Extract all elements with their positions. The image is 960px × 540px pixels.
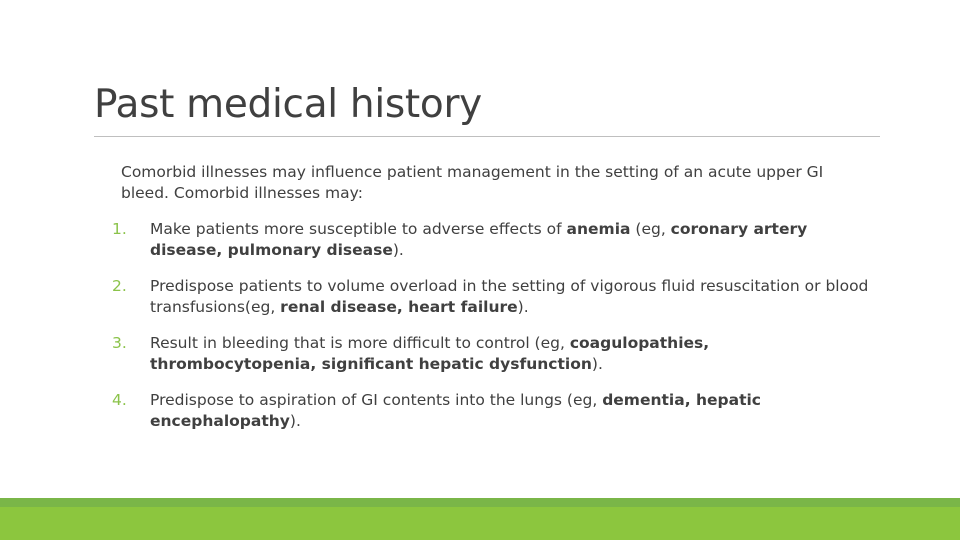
- bold-term: anemia: [566, 220, 631, 238]
- footer-accent-stripe: [0, 498, 960, 507]
- list-item-2: [112, 276, 872, 318]
- text-segment: Predispose to aspiration of GI contents into the lungs (eg,: [150, 391, 603, 409]
- title-divider: [94, 136, 880, 137]
- text-segment: (eg,: [630, 220, 671, 238]
- text-segment: Predispose patients to volume overload in the setting of vigorous fluid resuscitation or blood transfusions(eg,: [150, 277, 869, 316]
- slide-title: Past medical history: [94, 82, 482, 127]
- bold-term: coronary artery disease, pulmonary disease: [150, 220, 808, 259]
- bold-term: dementia, hepatic encephalopathy: [150, 391, 761, 430]
- text-segment: Result in bleeding that is more difficult to control (eg,: [150, 334, 570, 352]
- list-item-text: [150, 220, 807, 259]
- footer-accent-bar: [0, 498, 960, 540]
- list-item-number: 3.: [112, 334, 127, 352]
- list-item-number: 2.: [112, 277, 127, 295]
- text-segment: Make patients more susceptible to adverse effects of: [150, 220, 567, 238]
- list-item-text: [150, 391, 761, 430]
- list-item-4: [112, 390, 872, 432]
- list-item-number: 1.: [112, 220, 127, 238]
- list-item-text: [150, 277, 868, 316]
- bold-term: renal disease, heart failure: [280, 298, 518, 316]
- text-segment: ).: [289, 412, 301, 430]
- bold-term: coagulopathies, thrombocytopenia, significant hepatic dysfunction: [150, 334, 710, 373]
- text-segment: ).: [517, 298, 529, 316]
- list-item-3: [112, 333, 872, 375]
- comorbidity-list: [112, 219, 872, 447]
- intro-paragraph: Comorbid illnesses may influence patient management in the setting of an acute upper GI bleed. Comorbid illnesses may:: [121, 163, 824, 202]
- list-item-1: [112, 219, 872, 261]
- text-segment: ).: [591, 355, 603, 373]
- list-item-text: [150, 334, 709, 373]
- list-item-number: 4.: [112, 391, 127, 409]
- text-segment: ).: [392, 241, 404, 259]
